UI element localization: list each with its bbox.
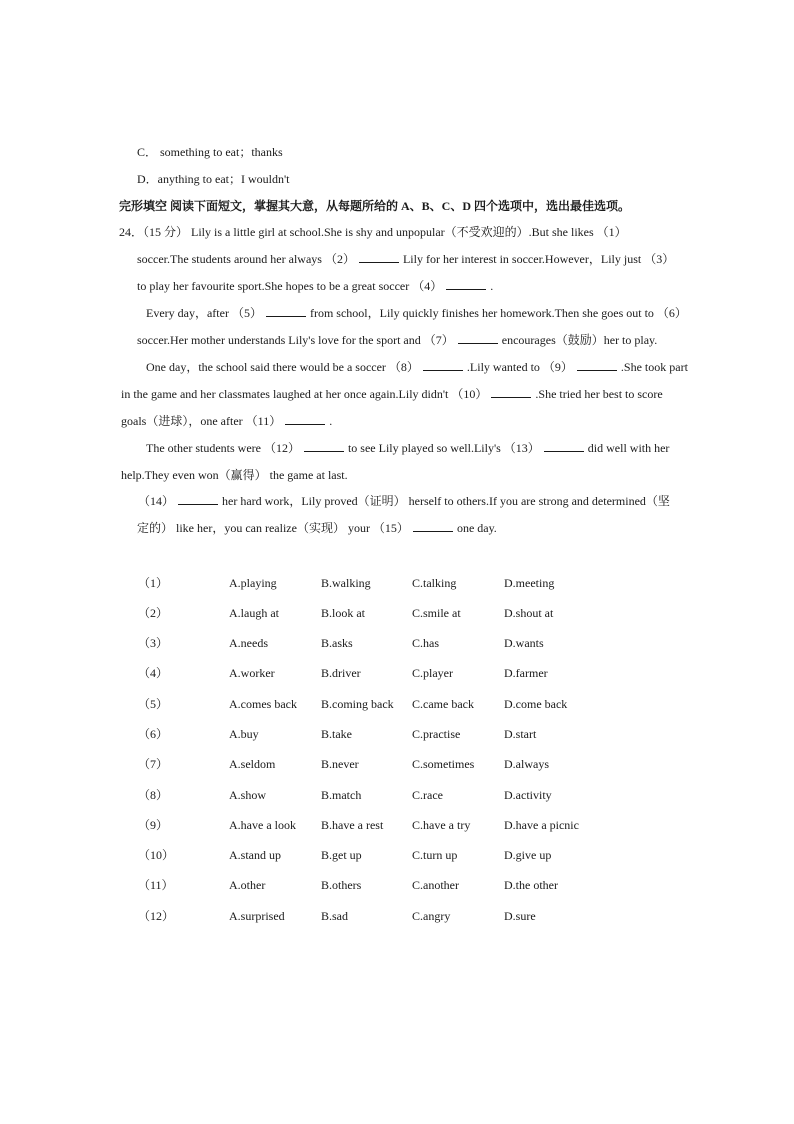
option-c: C.practise bbox=[412, 727, 461, 741]
answer-blank bbox=[491, 386, 531, 398]
option-b: B.coming back bbox=[321, 697, 394, 711]
option-number: （5） bbox=[138, 697, 169, 711]
option-c: C.has bbox=[412, 636, 439, 650]
option-a: A.show bbox=[229, 788, 267, 802]
passage-text: Every day，after （5） bbox=[146, 306, 262, 320]
option-c: C.player bbox=[412, 666, 453, 680]
option-d: D.meeting bbox=[504, 576, 555, 590]
option-number: （7） bbox=[138, 757, 169, 771]
option-row bbox=[0, 696, 794, 712]
answer-blank bbox=[446, 278, 486, 290]
option-d: D.always bbox=[504, 757, 549, 771]
option-a: A.worker bbox=[229, 666, 275, 680]
option-b: B.driver bbox=[321, 666, 361, 680]
option-row bbox=[0, 665, 794, 681]
passage-line-5 bbox=[137, 332, 657, 348]
passage-text: her hard work，Lily proved（证明） herself to others.If you are strong and determined（坚 bbox=[222, 494, 670, 508]
passage-text: one day. bbox=[456, 521, 497, 535]
option-d: D.sure bbox=[504, 909, 536, 923]
option-number: （3） bbox=[138, 636, 169, 650]
option-b: B.take bbox=[321, 727, 352, 741]
passage-text: to play her favourite sport.She hopes to be a great soccer （4） bbox=[137, 279, 443, 293]
option-row bbox=[0, 908, 794, 924]
option-a: A.surprised bbox=[229, 909, 285, 923]
option-row bbox=[0, 756, 794, 772]
option-number: （11） bbox=[138, 878, 174, 892]
passage-line-6 bbox=[146, 359, 688, 375]
option-c: C.angry bbox=[412, 909, 451, 923]
answer-blank bbox=[413, 520, 453, 532]
option-row bbox=[0, 605, 794, 621]
passage-line-7 bbox=[121, 386, 663, 402]
answer-blank bbox=[359, 251, 399, 263]
passage-text: . bbox=[329, 414, 333, 428]
answer-blank bbox=[577, 359, 617, 371]
passage-text: .She tried her best to score bbox=[535, 387, 663, 401]
passage-line-2 bbox=[137, 251, 674, 267]
passage-line-9 bbox=[146, 440, 669, 456]
passage-line-12 bbox=[137, 520, 497, 536]
option-row bbox=[0, 877, 794, 893]
option-c: C.another bbox=[412, 878, 459, 892]
option-b: B.match bbox=[321, 788, 362, 802]
passage-text: Lily for her interest in soccer.However，Lily just （3） bbox=[402, 252, 675, 266]
option-a: A.have a look bbox=[229, 818, 296, 832]
answer-blank bbox=[304, 440, 344, 452]
passage-text: Lily is a little girl at school.She is shy and unpopular（不受欢迎的）.But she likes （1） bbox=[191, 225, 627, 239]
option-number: （1） bbox=[138, 576, 169, 590]
option-number: （6） bbox=[138, 727, 169, 741]
option-b: B.have a rest bbox=[321, 818, 384, 832]
passage-text: from school，Lily quickly finishes her homework.Then she goes out to （6） bbox=[309, 306, 687, 320]
option-c: C.sometimes bbox=[412, 757, 475, 771]
passage-line-10 bbox=[121, 467, 348, 483]
passage-line-4 bbox=[146, 305, 687, 321]
option-b: B.get up bbox=[321, 848, 362, 862]
option-row bbox=[0, 635, 794, 651]
answer-blank bbox=[423, 359, 463, 371]
option-d: D.activity bbox=[504, 788, 552, 802]
option-b: B.sad bbox=[321, 909, 348, 923]
option-c: C.turn up bbox=[412, 848, 458, 862]
option-c: C.talking bbox=[412, 576, 457, 590]
option-c: C.smile at bbox=[412, 606, 461, 620]
option-number: （2） bbox=[138, 606, 169, 620]
passage-text: did well with her bbox=[587, 441, 670, 455]
option-number: （10） bbox=[138, 848, 175, 862]
option-c: C.came back bbox=[412, 697, 474, 711]
option-a: A.comes back bbox=[229, 697, 297, 711]
option-number: （9） bbox=[138, 818, 169, 832]
passage-text: . bbox=[490, 279, 494, 293]
passage-text: to see Lily played so well.Lily's （13） bbox=[347, 441, 540, 455]
option-a: A.buy bbox=[229, 727, 259, 741]
option-c: C.race bbox=[412, 788, 443, 802]
passage-text: The other students were （12） bbox=[146, 441, 300, 455]
option-a: A.seldom bbox=[229, 757, 276, 771]
passage-text: soccer.The students around her always （2） bbox=[137, 252, 355, 266]
option-d: D.have a picnic bbox=[504, 818, 579, 832]
option-a: A.playing bbox=[229, 576, 277, 590]
option-d: D.shout at bbox=[504, 606, 554, 620]
previous-option-d: D．anything to eat；I wouldn't bbox=[137, 172, 290, 186]
passage-text: help.They even won（赢得） the game at last. bbox=[121, 468, 348, 482]
previous-option-c: C． something to eat；thanks bbox=[137, 145, 283, 159]
option-a: A.needs bbox=[229, 636, 268, 650]
option-d: D.come back bbox=[504, 697, 568, 711]
answer-blank bbox=[285, 413, 325, 425]
passage-line-11 bbox=[138, 493, 670, 509]
option-d: D.farmer bbox=[504, 666, 548, 680]
passage-text: soccer.Her mother understands Lily's love for the sport and （7） bbox=[137, 333, 454, 347]
option-row bbox=[0, 817, 794, 833]
passage-line-3 bbox=[137, 278, 493, 294]
option-b: B.walking bbox=[321, 576, 371, 590]
option-a: A.laugh at bbox=[229, 606, 279, 620]
passage-text: encourages（鼓励）her to play. bbox=[501, 333, 658, 347]
option-a: A.stand up bbox=[229, 848, 281, 862]
option-a: A.other bbox=[229, 878, 266, 892]
question-number: 24．（15 分） bbox=[119, 225, 189, 239]
answer-blank bbox=[178, 493, 218, 505]
passage-text: （14） bbox=[138, 494, 175, 508]
option-row bbox=[0, 787, 794, 803]
answer-blank bbox=[266, 305, 306, 317]
passage-text: .Lily wanted to （9） bbox=[466, 360, 573, 374]
option-b: B.asks bbox=[321, 636, 353, 650]
option-number: （4） bbox=[138, 666, 169, 680]
option-d: D.give up bbox=[504, 848, 552, 862]
option-row bbox=[0, 575, 794, 591]
passage-text: One day，the school said there would be a soccer （8） bbox=[146, 360, 419, 374]
option-number: （8） bbox=[138, 788, 169, 802]
option-number: （12） bbox=[138, 909, 175, 923]
passage-text: .She took part bbox=[620, 360, 688, 374]
option-d: D.the other bbox=[504, 878, 558, 892]
option-d: D.wants bbox=[504, 636, 544, 650]
passage-line-8 bbox=[121, 413, 332, 429]
option-b: B.look at bbox=[321, 606, 365, 620]
answer-blank bbox=[458, 332, 498, 344]
passage-text: 定的） like her，you can realize（实现） your （15） bbox=[137, 521, 409, 535]
option-b: B.others bbox=[321, 878, 362, 892]
option-b: B.never bbox=[321, 757, 359, 771]
answer-blank bbox=[544, 440, 584, 452]
passage-text: goals（进球），one after （11） bbox=[121, 414, 282, 428]
section-instructions: 完形填空 阅读下面短文，掌握其大意，从每题所给的 A、B、C、D 四个选项中，选出最佳选项。 bbox=[119, 199, 631, 213]
passage-line-1 bbox=[119, 224, 627, 240]
option-d: D.start bbox=[504, 727, 537, 741]
passage-text: in the game and her classmates laughed at her once again.Lily didn't （10） bbox=[121, 387, 488, 401]
option-row bbox=[0, 726, 794, 742]
option-c: C.have a try bbox=[412, 818, 471, 832]
option-row bbox=[0, 847, 794, 863]
